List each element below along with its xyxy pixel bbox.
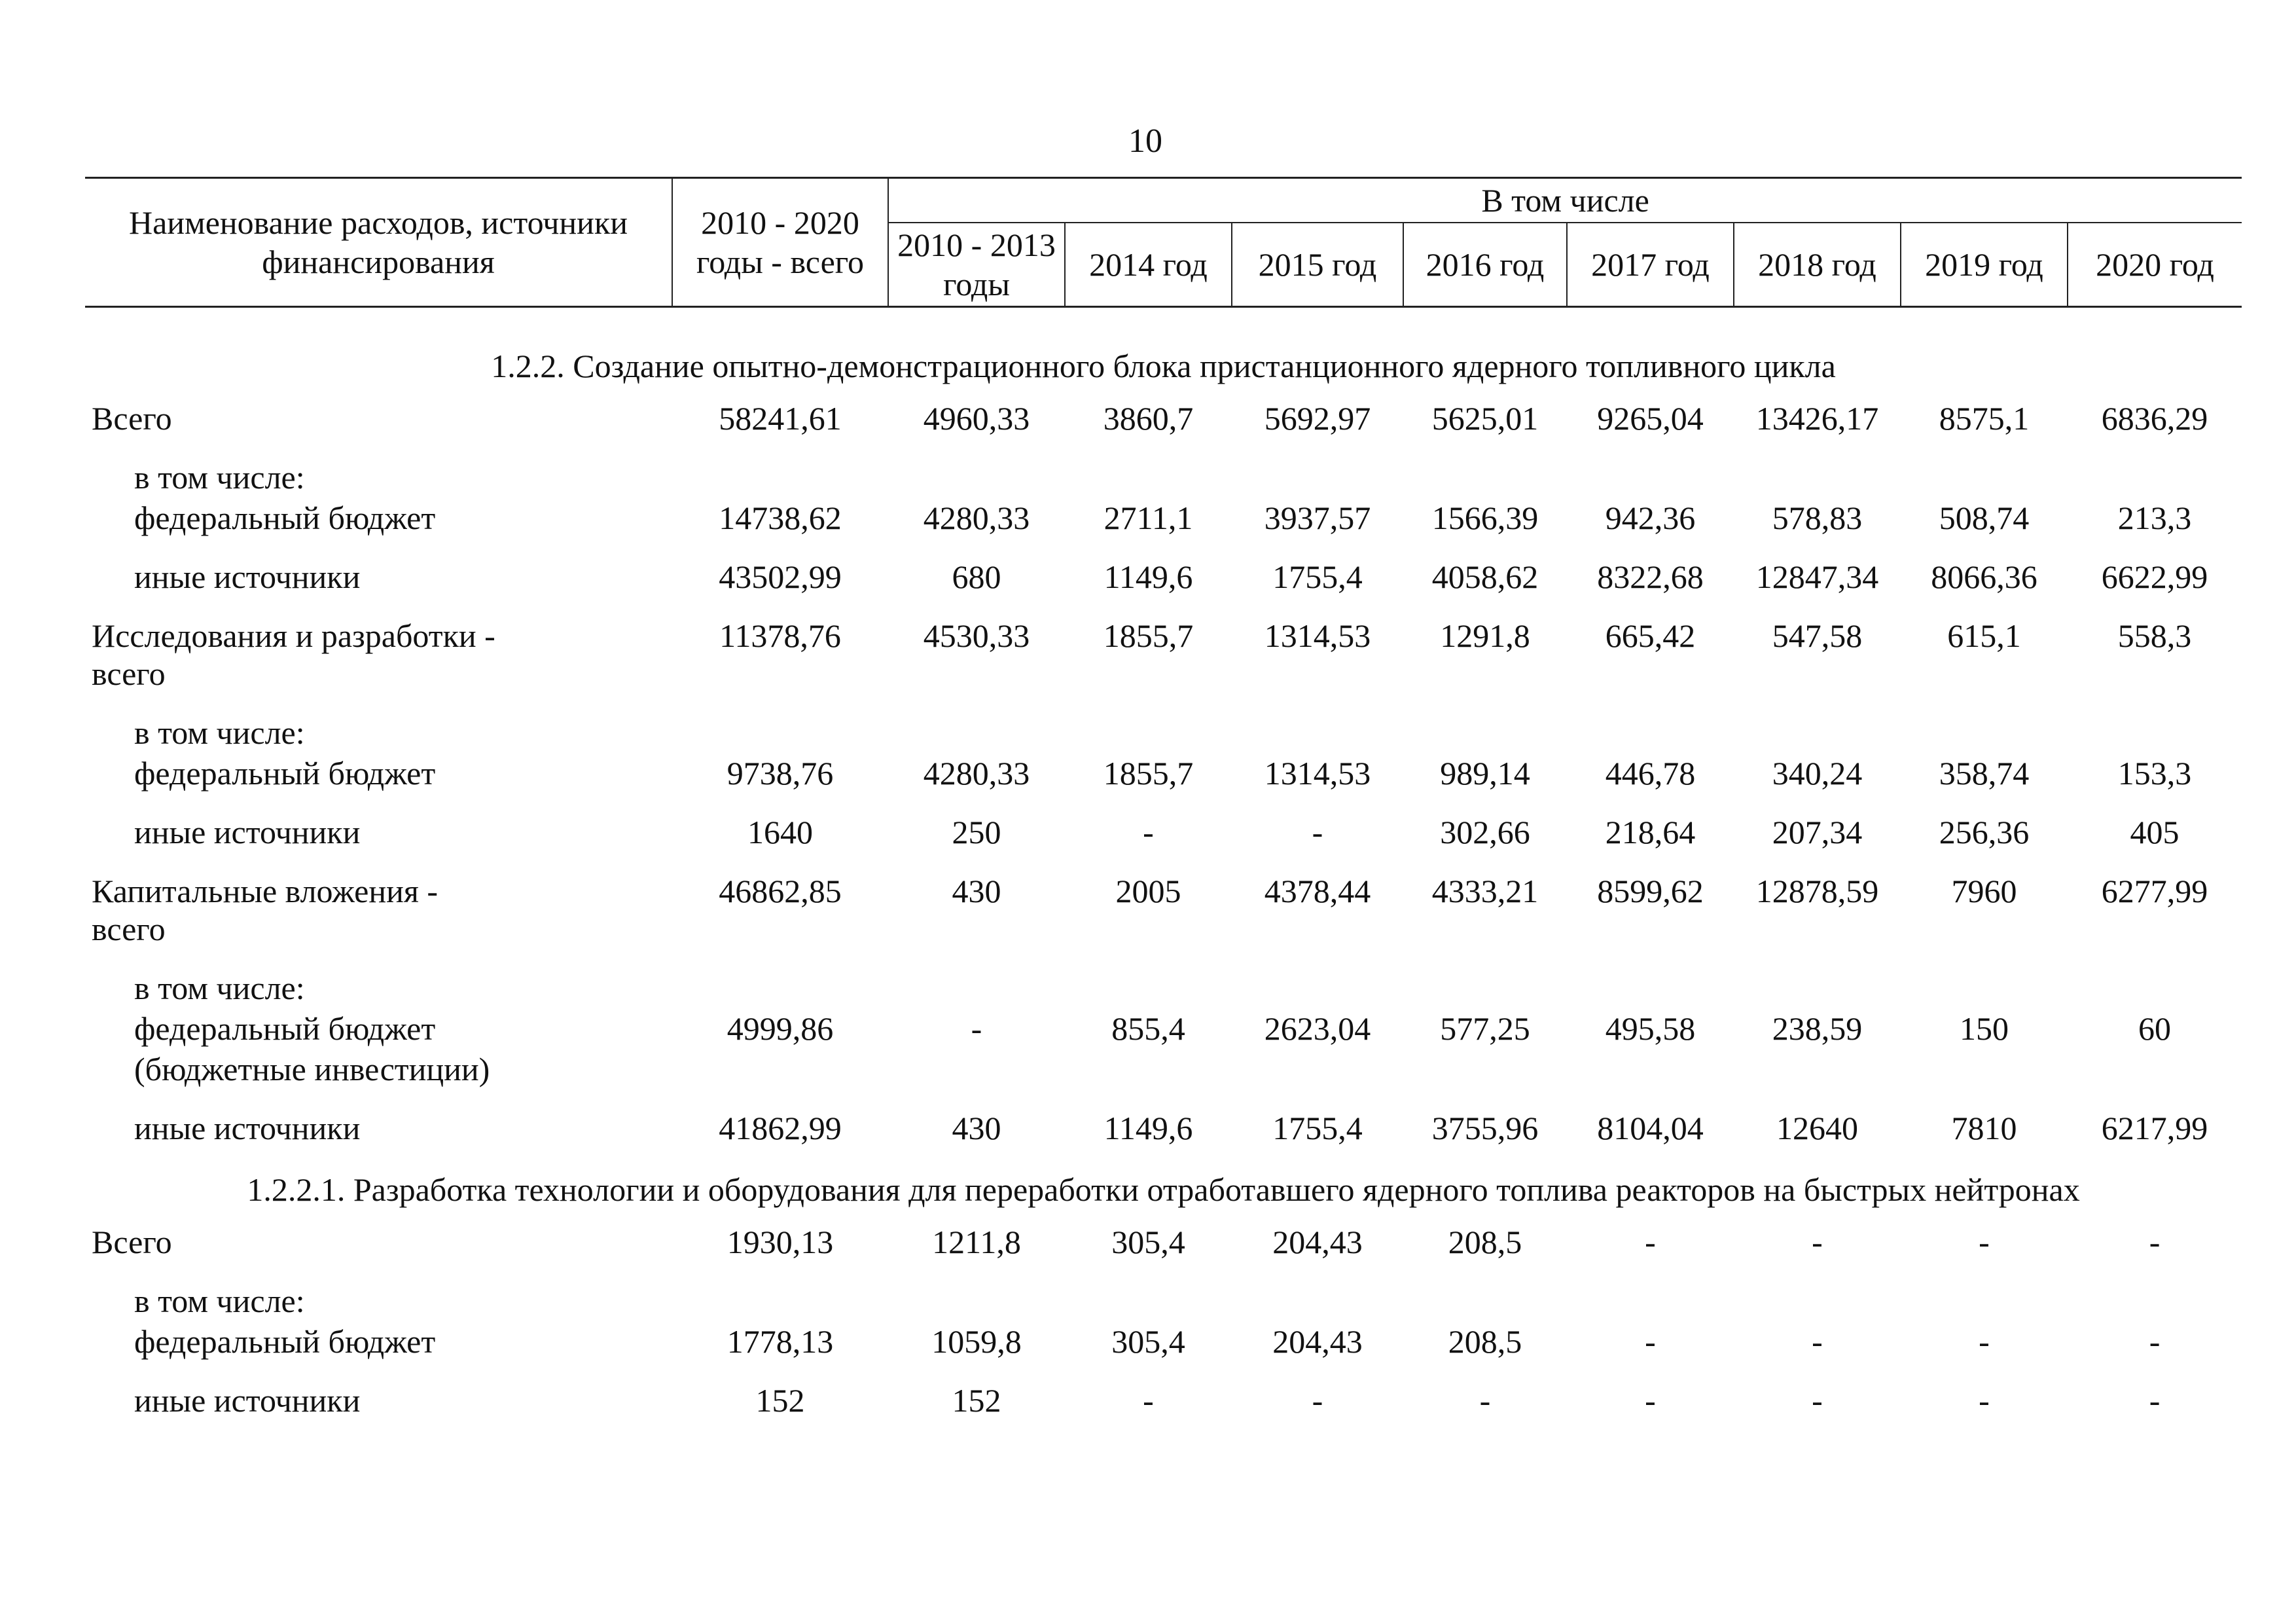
value-cell: 1778,13: [726, 1323, 834, 1360]
value-cell: 340,24: [1772, 755, 1863, 792]
value-cell: 8066,36: [1931, 558, 2037, 595]
value-cell: 4960,33: [923, 400, 1030, 437]
value-cell: 430: [952, 873, 1001, 909]
value-cell: 1314,53: [1264, 617, 1371, 654]
row-label-line: в том числе:: [134, 970, 305, 1006]
value-cell: 13426,17: [1755, 400, 1879, 437]
value-cell: -: [1312, 1382, 1323, 1419]
value-cell: 218,64: [1605, 814, 1696, 850]
row-label: [85, 703, 672, 803]
table-row: [85, 398, 2242, 448]
table-row: [85, 606, 2242, 703]
row-label-line: в том числе:: [134, 714, 305, 751]
table-row: [85, 1099, 2242, 1158]
value-cell: 11378,76: [719, 617, 841, 654]
row-label: [85, 398, 672, 448]
value-cell: -: [1979, 1382, 1990, 1419]
row-label-line: федеральный бюджет: [134, 500, 436, 536]
header-year: 2015 год: [1232, 223, 1403, 307]
value-cell: 1059,8: [931, 1323, 1022, 1360]
table-row: [85, 862, 2242, 958]
value-cell: 680: [952, 558, 1001, 595]
section-title: 1.2.2. Создание опытно-демонстрационного блока пристанционного ядерного топливного цикла: [491, 348, 1836, 384]
page-number: 10: [1128, 122, 1162, 160]
value-cell: 152: [952, 1382, 1001, 1419]
value-cell: 4058,62: [1431, 558, 1539, 595]
row-label-line: Всего: [92, 1224, 172, 1260]
table-row: [85, 703, 2242, 803]
row-label: [85, 958, 672, 1099]
row-label: [85, 803, 672, 862]
value-cell: 1855,7: [1103, 617, 1194, 654]
value-cell: 213,3: [2117, 500, 2192, 536]
row-label-line: в том числе:: [134, 459, 305, 496]
value-cell: -: [1812, 1323, 1823, 1360]
value-cell: 208,5: [1448, 1224, 1522, 1260]
value-cell: 256,36: [1939, 814, 2030, 850]
row-label: [85, 1099, 672, 1158]
row-label-line: федеральный бюджет: [134, 755, 436, 792]
row-label: [85, 547, 672, 606]
value-cell: 1149,6: [1103, 1110, 1193, 1146]
value-cell: 150: [1960, 1010, 2009, 1047]
header-total-column: 2010 - 2020 годы - всего: [672, 178, 888, 307]
row-label: [85, 448, 672, 547]
value-cell: 3755,96: [1431, 1110, 1539, 1146]
value-cell: -: [1979, 1224, 1990, 1260]
row-label-line: всего: [92, 911, 166, 947]
value-cell: 405: [2130, 814, 2179, 850]
value-cell: -: [1979, 1323, 1990, 1360]
value-cell: -: [2149, 1323, 2161, 1360]
value-cell: -: [1143, 1382, 1154, 1419]
value-cell: 4333,21: [1431, 873, 1539, 909]
header-year: 2014 год: [1065, 223, 1232, 307]
row-label-line: иные источники: [134, 814, 361, 850]
value-cell: -: [1645, 1323, 1656, 1360]
header-name-column: Наименование расходов, источники финансирования: [85, 178, 672, 307]
header-year: 2010 - 2013 годы: [888, 223, 1065, 307]
value-cell: 207,34: [1772, 814, 1863, 850]
value-cell: 4530,33: [923, 617, 1030, 654]
value-cell: -: [2149, 1382, 2161, 1419]
value-cell: 4280,33: [923, 755, 1030, 792]
value-cell: 305,4: [1111, 1224, 1185, 1260]
row-label-line: федеральный бюджет: [134, 1010, 436, 1047]
row-label-line: Исследования и разработки -: [92, 617, 495, 654]
table-row: [85, 958, 2242, 1099]
row-label: [85, 862, 672, 958]
header-including-group: В том числе: [888, 178, 2242, 223]
value-cell: 5625,01: [1431, 400, 1539, 437]
table-header: [85, 178, 2242, 307]
value-cell: 60: [2138, 1010, 2172, 1047]
value-cell: 665,42: [1605, 617, 1696, 654]
value-cell: 43502,99: [719, 558, 842, 595]
value-cell: 208,5: [1448, 1323, 1522, 1360]
table-row: [85, 1371, 2242, 1430]
row-label-line: Всего: [92, 400, 172, 437]
value-cell: 5692,97: [1264, 400, 1371, 437]
value-cell: 1930,13: [726, 1224, 834, 1260]
section-title-row: [85, 307, 2242, 399]
value-cell: -: [1312, 814, 1323, 850]
table-row: [85, 1271, 2242, 1371]
row-label: [85, 1371, 672, 1430]
row-label-line: в том числе:: [134, 1283, 305, 1319]
row-label-line: иные источники: [134, 1110, 361, 1146]
row-label-line: иные источники: [134, 558, 361, 595]
value-cell: -: [2149, 1224, 2161, 1260]
value-cell: 2711,1: [1103, 500, 1193, 536]
row-label-line: федеральный бюджет: [134, 1323, 436, 1360]
value-cell: 1566,39: [1431, 500, 1539, 536]
value-cell: 41862,99: [719, 1110, 842, 1146]
value-cell: -: [1812, 1382, 1823, 1419]
value-cell: 153,3: [2117, 755, 2192, 792]
value-cell: -: [1645, 1224, 1656, 1260]
value-cell: 12640: [1776, 1110, 1858, 1146]
row-label-line: всего: [92, 655, 166, 692]
value-cell: 1755,4: [1272, 1110, 1363, 1146]
expenditure-table: [85, 177, 2242, 1430]
value-cell: -: [1479, 1382, 1491, 1419]
table-row: [85, 803, 2242, 862]
header-year: 2016 год: [1403, 223, 1567, 307]
value-cell: 6836,29: [2101, 400, 2208, 437]
value-cell: 558,3: [2117, 617, 2192, 654]
value-cell: 1314,53: [1264, 755, 1371, 792]
value-cell: 12878,59: [1755, 873, 1879, 909]
row-label-line: иные источники: [134, 1382, 361, 1419]
section-title-row: [85, 1158, 2242, 1222]
table-row: [85, 547, 2242, 606]
value-cell: 238,59: [1772, 1010, 1863, 1047]
value-cell: 7960: [1951, 873, 2017, 909]
value-cell: 1755,4: [1272, 558, 1363, 595]
value-cell: 152: [755, 1382, 805, 1419]
row-label: [85, 606, 672, 703]
value-cell: 1640: [747, 814, 813, 850]
value-cell: 302,66: [1440, 814, 1530, 850]
table-row: [85, 448, 2242, 547]
value-cell: 2623,04: [1264, 1010, 1371, 1047]
value-cell: 12847,34: [1755, 558, 1879, 595]
value-cell: 7810: [1951, 1110, 2017, 1146]
table-body: [85, 307, 2242, 1431]
section-title: 1.2.2.1. Разработка технологии и оборудования для переработки отработавшего ядерного топлива реакторов на быстрых нейтронах: [247, 1171, 2080, 1208]
value-cell: 6217,99: [2101, 1110, 2208, 1146]
value-cell: 9738,76: [726, 755, 834, 792]
value-cell: 6277,99: [2101, 873, 2208, 909]
value-cell: 358,74: [1939, 755, 2030, 792]
value-cell: 8575,1: [1939, 400, 2030, 437]
value-cell: 1291,8: [1440, 617, 1530, 654]
header-year: 2019 год: [1901, 223, 2068, 307]
header-year: 2017 год: [1567, 223, 1734, 307]
value-cell: 430: [952, 1110, 1001, 1146]
row-label-line: Капитальные вложения -: [92, 873, 439, 909]
value-cell: 989,14: [1440, 755, 1530, 792]
row-label-line: (бюджетные инвестиции): [134, 1051, 490, 1087]
value-cell: -: [1143, 814, 1154, 850]
row-label: [85, 1271, 672, 1371]
value-cell: 855,4: [1111, 1010, 1185, 1047]
value-cell: 446,78: [1605, 755, 1696, 792]
value-cell: 8599,62: [1597, 873, 1704, 909]
value-cell: 8322,68: [1597, 558, 1704, 595]
value-cell: -: [1812, 1224, 1823, 1260]
value-cell: 495,58: [1605, 1010, 1696, 1047]
value-cell: 8104,04: [1597, 1110, 1704, 1146]
value-cell: 6622,99: [2101, 558, 2208, 595]
value-cell: 577,25: [1440, 1010, 1530, 1047]
value-cell: 547,58: [1772, 617, 1863, 654]
value-cell: 1855,7: [1103, 755, 1194, 792]
header-year: 2020 год: [2068, 223, 2242, 307]
value-cell: 615,1: [1947, 617, 2021, 654]
row-label: [85, 1222, 672, 1271]
value-cell: 4280,33: [923, 500, 1030, 536]
value-cell: 204,43: [1272, 1323, 1363, 1360]
value-cell: 46862,85: [719, 873, 842, 909]
value-cell: 1211,8: [932, 1224, 1021, 1260]
value-cell: 14738,62: [719, 500, 842, 536]
value-cell: -: [1645, 1382, 1656, 1419]
value-cell: 4999,86: [726, 1010, 834, 1047]
value-cell: 4378,44: [1264, 873, 1371, 909]
value-cell: 578,83: [1772, 500, 1863, 536]
value-cell: 204,43: [1272, 1224, 1363, 1260]
value-cell: 58241,61: [719, 400, 842, 437]
value-cell: 1149,6: [1103, 558, 1193, 595]
value-cell: 3937,57: [1264, 500, 1371, 536]
value-cell: 250: [952, 814, 1001, 850]
table-row: [85, 1222, 2242, 1271]
value-cell: 2005: [1115, 873, 1181, 909]
value-cell: 942,36: [1605, 500, 1696, 536]
header-year: 2018 год: [1734, 223, 1901, 307]
value-cell: 305,4: [1111, 1323, 1185, 1360]
value-cell: -: [971, 1010, 982, 1047]
value-cell: 508,74: [1939, 500, 2030, 536]
value-cell: 3860,7: [1103, 400, 1194, 437]
value-cell: 9265,04: [1597, 400, 1704, 437]
